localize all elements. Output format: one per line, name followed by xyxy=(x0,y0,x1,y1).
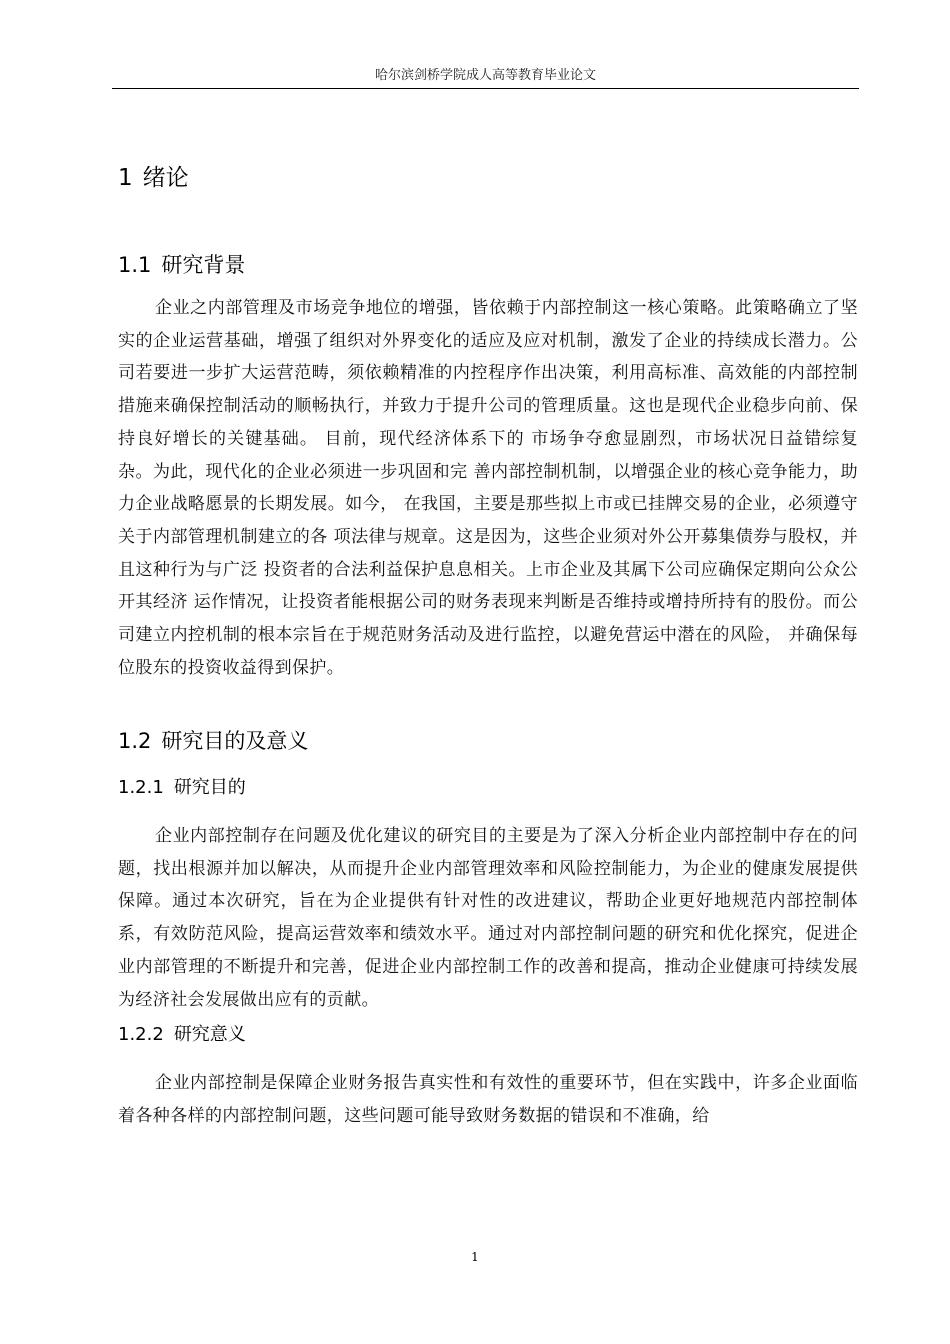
subsection-number: 1.2.2 xyxy=(118,1024,164,1045)
subsection-number: 1.2.1 xyxy=(118,777,164,798)
header-divider xyxy=(112,88,859,89)
section-heading-1-1 xyxy=(118,252,245,278)
paragraph-research-purpose: 企业内部控制存在问题及优化建议的研究目的主要是为了深入分析企业内部控制中存在的问题，找出根源并加以解决，从而提升企业内部管理效率和风险控制能力，为企业的健康发展提供保障。通过本次研究，旨在为企业提供有针对性的改进建议，帮助企业更好地规范内部控制体系，有效防范风险，提高运营效率和绩效水平。通过对内部控制问题的研究和优化探究，促进企业内部管理的不断提升和完善，促进企业内部控制工作的改善和提高，推动企业健康可持续发展为经济社会发展做出应有的贡献。 xyxy=(118,826,858,1010)
paragraph-research-background: 企业之内部管理及市场竞争地位的增强，皆依赖于内部控制这一核心策略。此策略确立了坚实的企业运营基础，增强了组织对外界变化的适应及应对机制，激发了企业的持续成长潜力。公司若要进一步扩大运营范畴，须依赖精准的内控程序作出决策，利用高标准、高效能的内部控制措施来确保控制活动的顺畅执行，并致力于提升公司的管理质量。这也是现代企业稳步向前、保持良好增长的关键基础。 目前，现代经济体系下的 市场争夺愈显剧烈，市场状况日益错综复杂。为此，现代化的企业必须进一步巩固和完 善内部控制机制，以增强企业的核心竞争能力，助力企业战略愿景的长期发展。如今， 在我国，主要是那些拟上市或已挂牌交易的企业，必须遵守关于内部管理机制建立的各 项法律与规章。这是因为，这些企业须对外公开募集债券与股权，并且这种行为与广泛 投资者的合法利益保护息息相关。上市企业及其属下公司应确保定期向公众公开其经济 运作情况，让投资者能根据公司的财务表现来判断是否维持或增持所持有的股份。而公 司建立内控机制的根本宗旨在于规范财务活动及进行监控，以避免营运中潜在的风险， 并确保每位股东的投资收益得到保护。 xyxy=(118,298,858,678)
section-number: 1.1 xyxy=(118,253,152,277)
subsection-heading-1-2-2 xyxy=(118,1024,246,1046)
section-number: 1.2 xyxy=(118,729,152,753)
section-heading-1-2 xyxy=(118,728,308,754)
subsection-heading-1-2-1 xyxy=(118,777,246,799)
running-header: 哈尔滨剑桥学院成人高等教育毕业论文 xyxy=(374,68,596,83)
paragraph-research-significance: 企业内部控制是保障企业财务报告真实性和有效性的重要环节，但在实践中，许多企业面临着各种各样的内部控制问题，这些问题可能导致财务数据的错误和不准确，给 xyxy=(118,1073,858,1126)
subsection-title: 研究意义 xyxy=(173,1024,246,1045)
chapter-title: 绪论 xyxy=(142,165,189,191)
chapter-number: 1 xyxy=(118,165,133,191)
section-title: 研究目的及意义 xyxy=(161,729,309,753)
chapter-heading xyxy=(118,164,189,192)
page-number: 1 xyxy=(471,1250,479,1264)
subsection-title: 研究目的 xyxy=(173,777,246,798)
section-title: 研究背景 xyxy=(161,253,246,277)
